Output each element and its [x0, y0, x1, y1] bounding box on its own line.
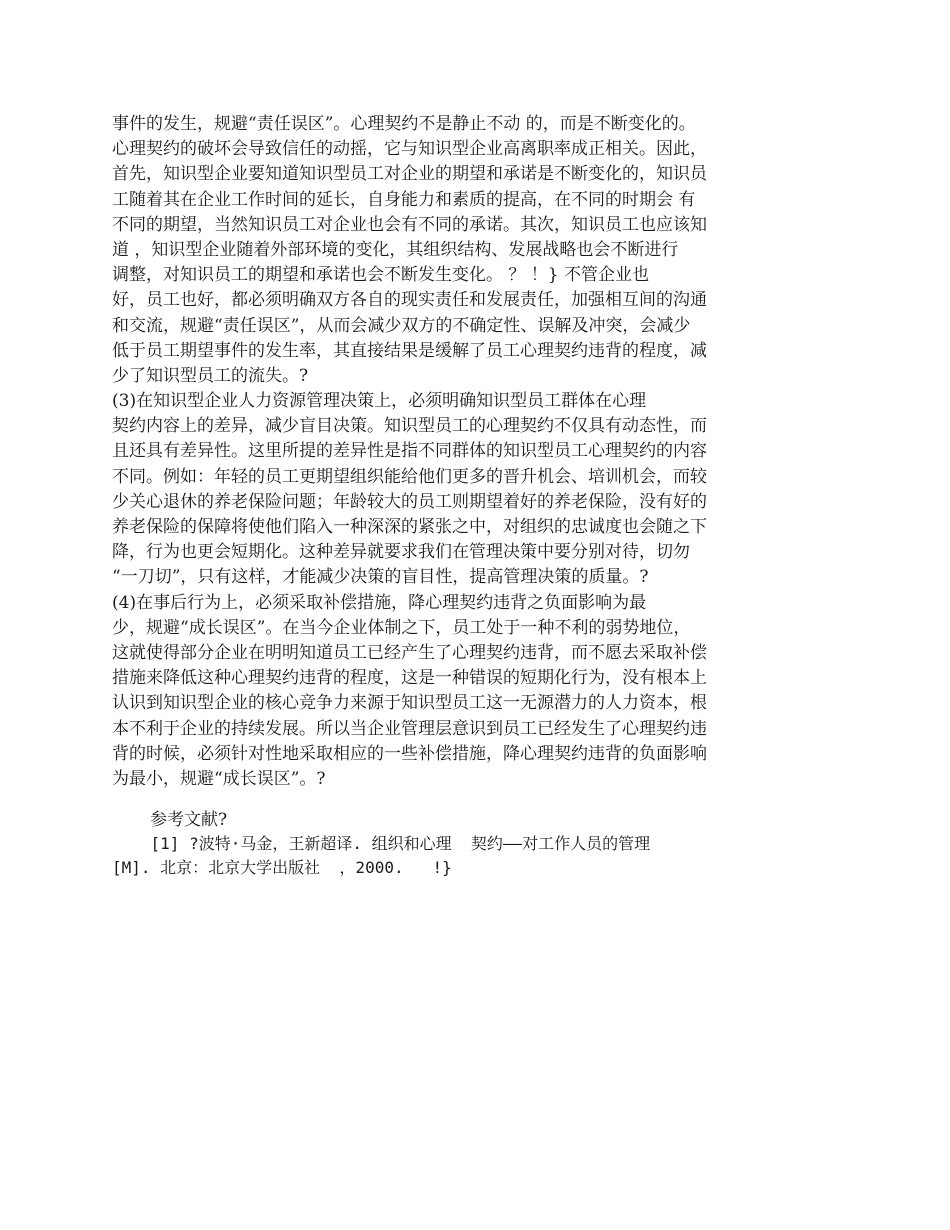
text-line: 好，员工也好，都必须明确双方各自的现实责任和发展责任，加强相互间的沟通 — [112, 290, 707, 311]
text-line: 道 ，知识型企业随着外部环境的变化，其组织结构、发展战略也会不断进行 — [112, 239, 679, 260]
text-line: 不同。例如：年轻的员工更期望组织能给他们更多的晋升机会、培训机会，而较 — [112, 466, 707, 487]
text-line: 少，规避“成长误区”。在当今企业体制之下，员工处于一种不利的弱势地位， — [112, 617, 691, 638]
text-line: “一刀切”，只有这样，才能减少决策的盲目性，提高管理决策的质量。? — [112, 567, 649, 588]
text-line: 养老保险的保障将使他们陷入一种深深的紧张之中，对组织的忠诚度也会随之下 — [112, 517, 707, 537]
text-line: 这就使得部分企业在明明知道员工已经产生了心理契约违背，而不愿去采取补偿 — [112, 642, 707, 663]
text-line: 降，行为也更会短期化。这种差异就要求我们在管理决策中要分别对待，切勿 — [112, 542, 690, 563]
text-line: 背的时候，必须针对性地采取相应的一些补偿措施，降心理契约违背的负面影响 — [112, 743, 707, 764]
text-line: 调整，对知识员工的期望和承诺也会不断发生变化。 ？ ！} 不管企业也 — [112, 265, 650, 286]
body-text — [112, 112, 772, 792]
text-line: 不同的期望，当然知识员工对企业也会有不同的承诺。其次，知识员工也应该知 — [112, 214, 707, 235]
text-line: (3)在知识型企业人力资源管理决策上，必须明确知识型员工群体在心理 — [112, 391, 647, 412]
text-line: 措施来降低这种心理契约违背的程度，这是一种错误的短期化行为，没有根本上 — [112, 668, 707, 689]
reference-item-continued: [M]. 北京：北京大学出版社 ，2000. !} — [112, 858, 452, 877]
text-line: 事件的发生，规避“责任误区”。心理契约不是静止不动 的，而是不断变化的。 — [112, 114, 696, 134]
text-line: 和交流，规避“责任误区”，从而会减少双方的不确定性、误解及冲突，会减少 — [112, 315, 691, 336]
text-line: 且还具有差异性。这里所提的差异性是指不同群体的知识型员工心理契约的内容 — [112, 441, 707, 462]
text-line: (4)在事后行为上，必须采取补偿措施，降心理契约违背之负面影响为最 — [112, 592, 647, 613]
text-line: 少关心退休的养老保险问题；年龄较大的员工则期望着好的养老保险，没有好的 — [112, 491, 707, 512]
text-line: 契约内容上的差异，减少盲目决策。知识型员工的心理契约不仅具有动态性，而 — [112, 416, 707, 437]
text-line: 本不利于企业的持续发展。所以当企业管理层意识到员工已经发生了心理契约违 — [112, 718, 707, 739]
text-line: 为最小，规避“成长误区”。? — [112, 768, 326, 789]
reference-item: [1] ?波特·马金，王新超译. 组织和心理 契约——对工作人员的管理 — [112, 834, 651, 853]
text-line: 认识到知识型企业的核心竞争力来源于知识型员工这一无源潜力的人力资本，根 — [112, 693, 707, 714]
text-line: 心理契约的破坏会导致信任的动摇，它与知识型企业高离职率成正相关。因此， — [112, 139, 707, 160]
text-line: 首先，知识型企业要知道知识型员工对企业的期望和承诺是不断变化的，知识员 — [112, 164, 707, 185]
references-heading: 参考文献? — [150, 810, 228, 830]
text-line: 工随着其在企业工作时间的延长，自身能力和素质的提高，在不同的时期会 有 — [112, 189, 696, 210]
text-line: 低于员工期望事件的发生率，其直接结果是缓解了员工心理契约违背的程度，减 — [112, 340, 707, 361]
text-line: 少了知识型员工的流失。? — [112, 365, 309, 386]
references-section — [112, 808, 772, 880]
